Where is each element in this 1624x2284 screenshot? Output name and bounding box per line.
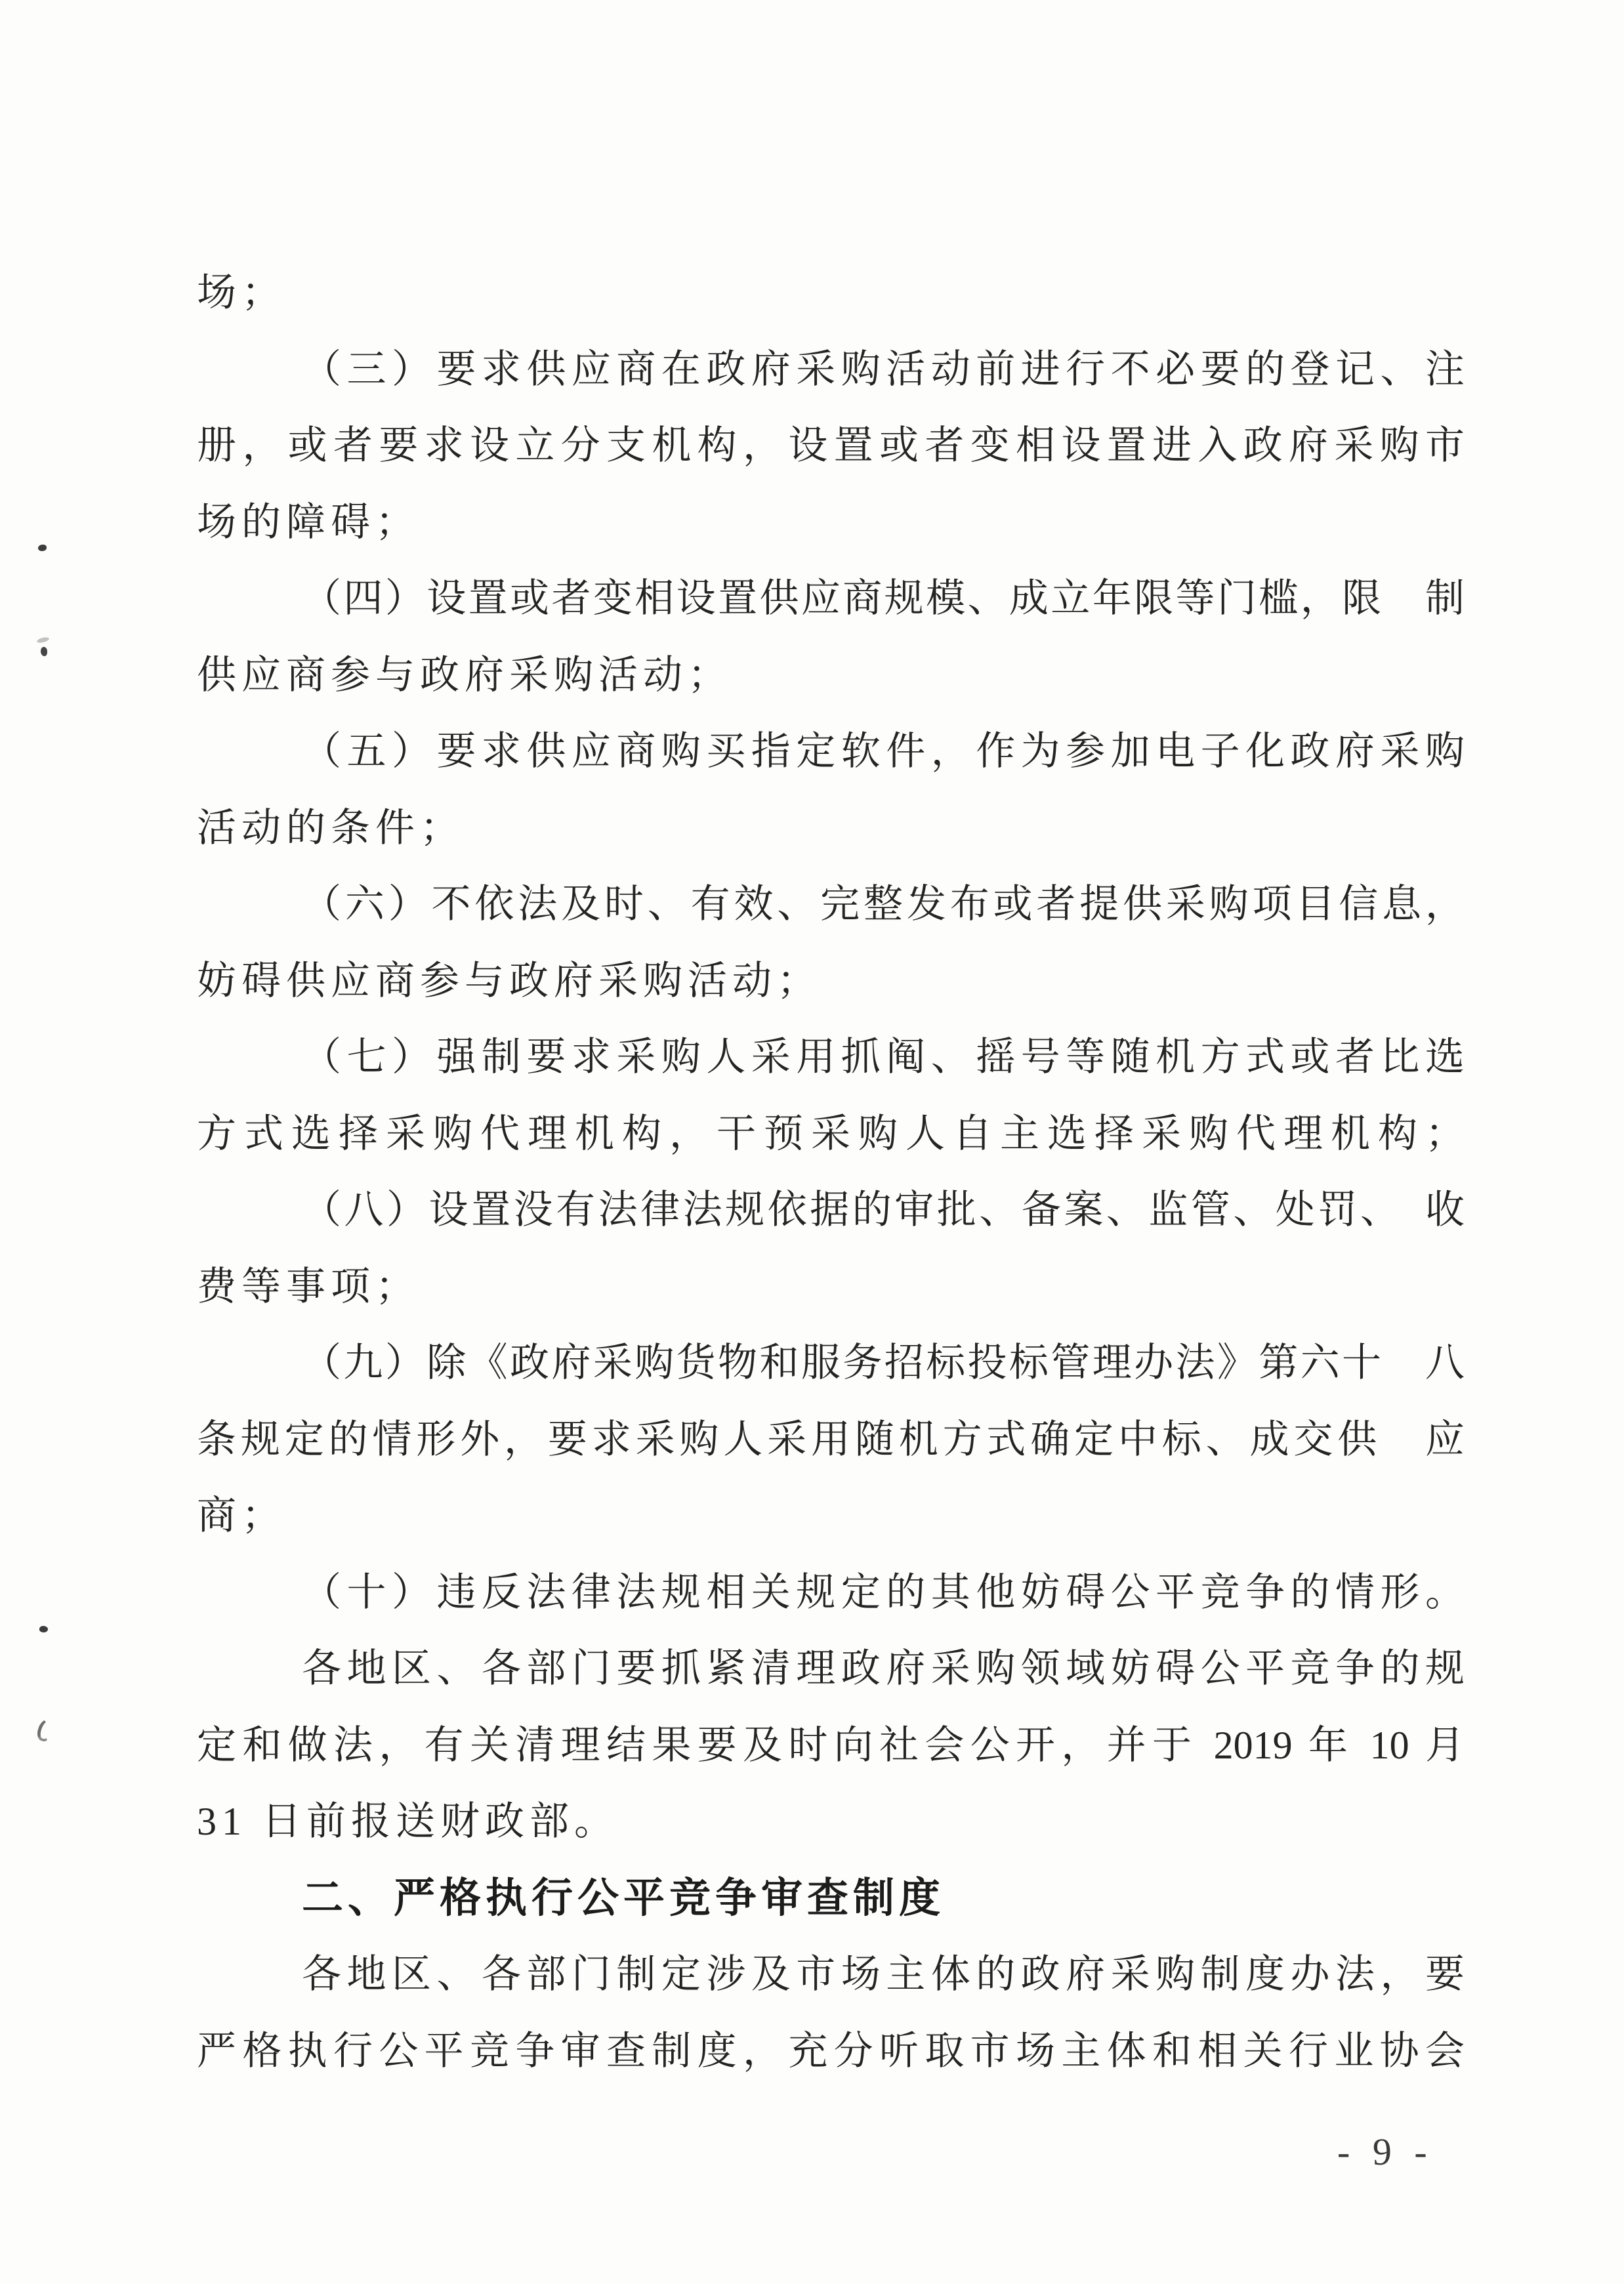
- text-line: （十）违反法律法规相关规定的其他妨碍公平竞争的情形。: [302, 1570, 1465, 1614]
- text-line: 31 日前报送财政部。: [197, 1800, 619, 1843]
- text-line: 册，或者要求设立分支机构，设置或者变相设置进入政府采购市: [197, 424, 1465, 467]
- text-line: （七）强制要求采购人采用抓阄、摇号等随机方式或者比选: [302, 1035, 1465, 1079]
- scan-speck: [35, 1718, 54, 1743]
- text-line: 场的障碍；: [197, 500, 420, 544]
- text-line: 商；: [197, 1494, 286, 1537]
- scan-speck: [39, 1625, 49, 1633]
- text-line: （九）除《政府采购货物和服务招标投标管理办法》第六十 八: [302, 1341, 1465, 1384]
- text-line: 妨碍供应商参与政府采购活动；: [197, 959, 822, 1003]
- text-line: 费等事项；: [197, 1264, 420, 1308]
- text-line: 活动的条件；: [197, 806, 465, 850]
- text-line: （四）设置或者变相设置供应商规模、成立年限等门槛，限 制: [302, 577, 1465, 620]
- text-line: （八）设置没有法律法规依据的审批、备案、监管、处罚、 收: [302, 1188, 1465, 1232]
- scan-speck: [41, 647, 47, 656]
- text-line: （三）要求供应商在政府采购活动前进行不必要的登记、注: [302, 347, 1465, 391]
- text-line: 定和做法，有关清理结果要及时向社会公开，并于 2019 年 10 月: [197, 1723, 1465, 1767]
- text-line: 条规定的情形外，要求采购人采用随机方式确定中标、成交供 应: [197, 1417, 1465, 1461]
- document-text-block: [197, 255, 1465, 2089]
- scan-speck: [38, 545, 47, 551]
- page-number: - 9 -: [1337, 2130, 1434, 2173]
- scan-speck: [36, 636, 49, 644]
- text-line: 方式选择采购代理机构，干预采购人自主选择采购代理机构；: [197, 1111, 1465, 1155]
- text-line: 场；: [197, 271, 286, 314]
- text-line: 各地区、各部门要抓紧清理政府采购领域妨碍公平竞争的规: [302, 1647, 1465, 1690]
- text-line: （六）不依法及时、有效、完整发布或者提供采购项目信息，: [302, 882, 1465, 926]
- text-line: （五）要求供应商购买指定软件，作为参加电子化政府采购: [302, 730, 1465, 773]
- text-line: 严格执行公平竞争审查制度，充分听取市场主体和相关行业协会: [197, 2029, 1465, 2073]
- section-heading: 二、严格执行公平竞争审查制度: [302, 1875, 945, 1921]
- text-line: 供应商参与政府采购活动；: [197, 653, 732, 697]
- text-line: 各地区、各部门制定涉及市场主体的政府采购制度办法，要: [302, 1953, 1465, 1996]
